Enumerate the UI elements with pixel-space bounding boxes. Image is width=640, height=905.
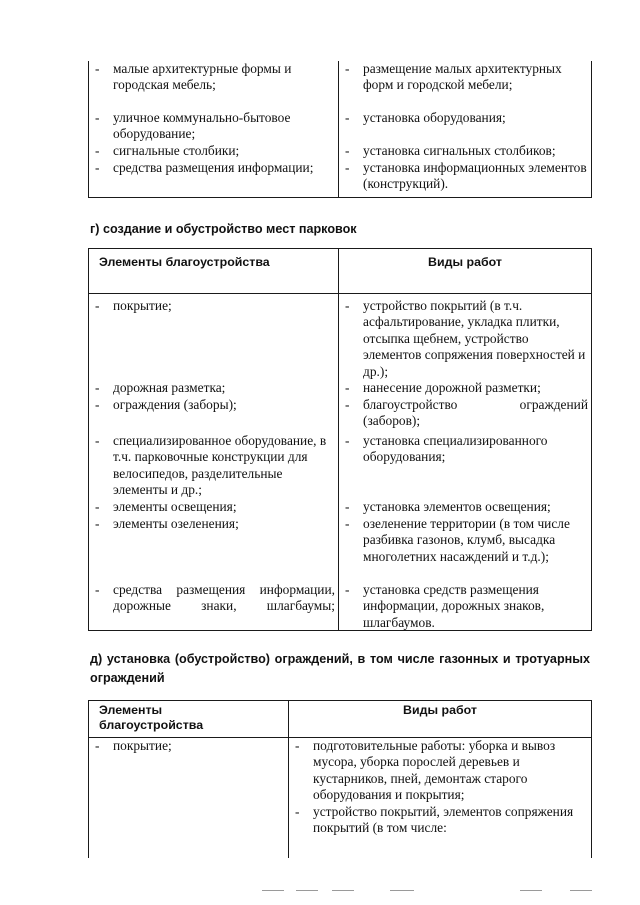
scan-artifact: [390, 890, 414, 891]
table-d: [88, 700, 592, 858]
elements-cell: [89, 294, 339, 631]
list-item: - устройство покрытий (в т.ч. асфальтирование, укладка плитки, отсыпка щебнем, устройство элементов сопряжения поверхностей и др.);: [339, 298, 591, 380]
list-item: - установка элементов освещения;: [339, 499, 591, 516]
list-item: - уличное коммунально-бытовое оборудование;: [89, 110, 338, 143]
table-row: [89, 61, 592, 198]
table-header-row: [89, 701, 592, 738]
list-item: - сигнальные столбики;: [89, 143, 338, 160]
list-item: - установка оборудования;: [339, 110, 591, 143]
works-cell: [339, 294, 592, 631]
list-item: - дорожная разметка;: [89, 380, 338, 397]
list-item: - размещение малых архитектурных форм и городской мебели;: [339, 61, 591, 110]
list-item: - нанесение дорожной разметки;: [339, 380, 591, 397]
list-item: - средства размещения информации;: [89, 160, 338, 197]
list-item: - установка сигнальных столбиков;: [339, 143, 591, 160]
elements-cell: [89, 738, 289, 859]
list-item: - малые архитектурные формы и городская мебель;: [89, 61, 338, 110]
list-item: - средства размещения информации, дорожные знаки, шлагбаумы;: [89, 582, 338, 630]
table-c: [88, 61, 592, 198]
list-item: - устройство покрытий, элементов сопряжения покрытий (в том числе:: [289, 804, 591, 837]
list-item: - элементы освещения;: [89, 499, 338, 516]
scan-artifact: [332, 890, 354, 891]
column-header-elements: Элементы благоустройства: [89, 701, 289, 738]
column-header-elements: Элементы благоустройства: [89, 249, 339, 294]
works-cell: [339, 61, 592, 198]
column-header-works: Виды работ: [289, 701, 592, 738]
list-item: - установка специализированного оборудования;: [339, 433, 591, 499]
list-item: - покрытие;: [89, 298, 338, 380]
column-header-works: Виды работ: [339, 249, 592, 294]
table-row: [89, 738, 592, 859]
list-item: - элементы озеленения;: [89, 516, 338, 582]
scan-artifact: [570, 890, 592, 891]
scan-artifact: [520, 890, 542, 891]
section-d-heading: д) установка (обустройство) ограждений, в том числе газонных и тротуарных ограждений: [90, 652, 590, 685]
list-item: - подготовительные работы: уборка и вывоз мусора, уборка порослей деревьев и кустарников, пней, демонтаж старого оборудования и покрытия;: [289, 738, 591, 804]
scan-artifact: [262, 890, 284, 891]
list-item: - установка информационных элементов (конструкций).: [339, 160, 591, 197]
list-item: - специализированное оборудование, в т.ч. парковочные конструкции для велосипедов, разделительные элементы и др.;: [89, 433, 338, 499]
table-row: [89, 294, 592, 631]
table-header-row: [89, 249, 592, 294]
list-item: - ограждения (заборы);: [89, 397, 338, 433]
works-cell: [289, 738, 592, 859]
list-item: - озеленение территории (в том числе разбивка газонов, клумб, высадка многолетних насаждений и т.д.);: [339, 516, 591, 582]
list-item: - установка средств размещения информации, дорожных знаков, шлагбаумов.: [339, 582, 591, 630]
table-g: [88, 248, 592, 631]
scan-artifact: [296, 890, 318, 891]
list-item: - покрытие;: [89, 738, 288, 754]
elements-cell: [89, 61, 339, 198]
section-g-heading: г) создание и обустройство мест парковок: [90, 222, 357, 236]
list-item: - благоустройство ограждений (заборов);: [339, 397, 591, 433]
